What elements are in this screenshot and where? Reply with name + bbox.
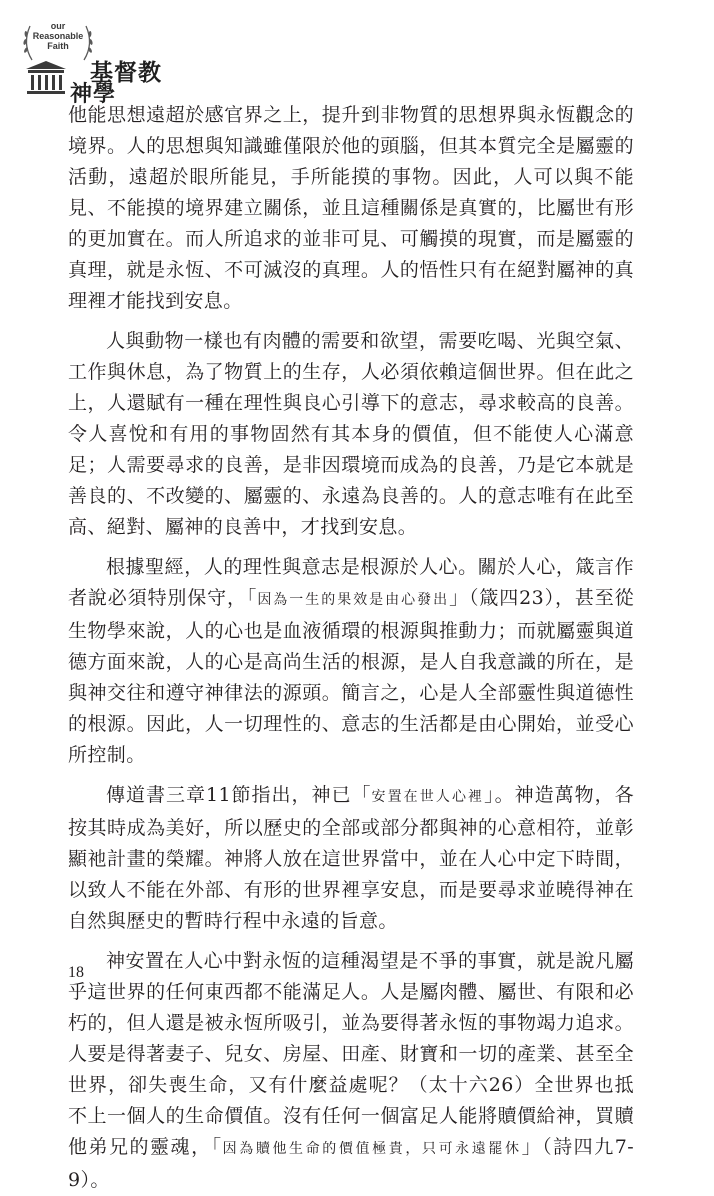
body-paragraph <box>68 946 634 1196</box>
text-segment: 」。神造萬物，各按其時成為美好，所以歷史的全部或部分都與神的心意相符，並彰顯祂計畫的榮耀。神將人放在這世界當中，並在人心中定下時間，以致人不能在外部、有形的世界裡享安息，而是要尋求並曉得神在自然與歷史的暫時行程中永遠的旨意。 <box>68 784 635 932</box>
logo-text-faith: Faith <box>47 41 69 51</box>
logo-title-line2: 神學 <box>70 82 117 107</box>
text-segment: 人與動物一樣也有肉體的需要和欲望，需要吃喝、光與空氣、工作與休息，為了物質上的生存，人必須依賴這個世界。但在此之上，人還賦有一種在理性與良心引導下的意志，尋求較高的良善。令人喜悅和有用的事物固然有其本身的價值，但不能使人心滿意足；人需要尋求的良善，是非因環境而成為的良善，乃是它本就是善良的、不改變的、屬靈的、永遠為良善的。人的意志唯有在此至高、絕對、屬神的良善中，才找到安息。 <box>68 330 634 538</box>
logo-text-our: our <box>50 21 66 31</box>
text-segment: 神安置在人心中對永恆的這種渴望是不爭的事實，就是說凡屬乎這世界的任何東西都不能滿足人。人是屬肉體、屬世、有限和必朽的，但人還是被永恆所吸引，並為要得著永恆的事物竭力追求。人要是得著妻子、兒女、房屋、田產、財寶和一切的產業、甚至全世界，卻失喪生命，又有什麼益處呢？（太十六26）全世界也抵不上一個人的生命價值。沒有任何一個富足人能將贖價給神，買贖他弟兄的靈魂，「 <box>68 950 634 1158</box>
body-paragraph <box>68 780 634 937</box>
body-paragraph <box>68 552 634 771</box>
temple-icon <box>24 60 68 96</box>
page-number: 18 <box>68 964 84 981</box>
page-body <box>68 100 634 1196</box>
scripture-quote: 安置在世人心裡 <box>371 789 485 805</box>
publisher-logo <box>20 20 190 107</box>
text-segment: 根據聖經，人的理性與意志是根源於人心。關於人心，箴言作者說必須特別保守，「 <box>68 556 634 609</box>
text-segment: 」（詩四九7-9）。 <box>68 1136 635 1191</box>
body-paragraph <box>68 100 634 317</box>
text-segment: 」（箴四23），甚至從生物學來說，人的心也是血液循環的根源與推動力；而就屬靈與道德方面來說，人的心是高尚生活的根源，是人自我意識的所在，是與神交往和遵守神律法的源頭。簡言之，心是人全部靈性與道德性的根源。因此，人一切理性的、意志的生活都是由心開始，並受心所控制。 <box>68 587 634 766</box>
logo-text-reasonable: Reasonable <box>32 31 84 41</box>
scripture-quote: 因為贖他生命的價值極貴，只可永遠罷休 <box>222 1141 522 1157</box>
scripture-quote: 因為一生的果效是由心發出 <box>257 592 450 608</box>
body-paragraph <box>68 326 634 543</box>
logo-title-line1: 基督教 <box>90 60 162 86</box>
text-segment: 傳道書三章11節指出，神已「 <box>106 784 372 806</box>
text-segment: 他能思想遠超於感官界之上，提升到非物質的思想界與永恆觀念的境界。人的思想與知識雖僅限於他的頭腦，但其本質完全是屬靈的活動，遠超於眼所能見，手所能摸的事物。因此，人可以與不能見、不能摸的境界建立關係，並且這種關係是真實的，比屬世有形的更加實在。而人所追求的並非可見、可觸摸的現實，而是屬靈的真理，就是永恆、不可滅沒的真理。人的悟性只有在絕對屬神的真理裡才能找到安息。 <box>68 104 634 312</box>
